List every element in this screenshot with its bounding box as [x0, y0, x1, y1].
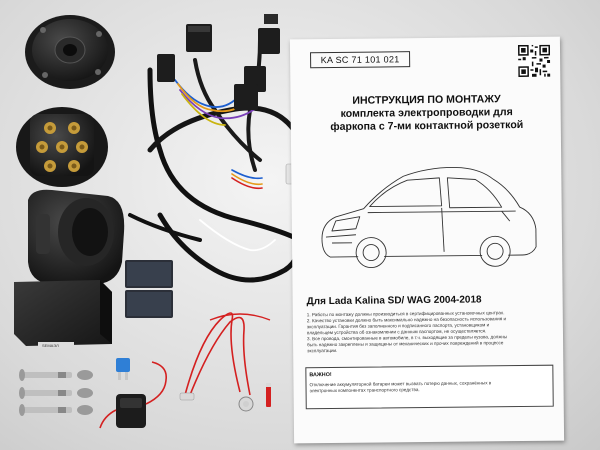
bolt-icon [19, 369, 93, 416]
product-code: KA SC 71 101 021 [310, 51, 410, 68]
installation-rules [307, 310, 553, 355]
warning-text [309, 380, 549, 395]
qr-code-icon [518, 45, 550, 77]
warning-title: ВАЖНО! [309, 372, 332, 379]
car-outline-icon [311, 155, 544, 277]
fuse-icon [116, 358, 130, 380]
rule-line: эксплуатации. Гарантия без заполненного и подписанного паспорта, установщиком и [306, 322, 490, 330]
rule-line: быть надежно закреплены и защищены от механических и прочих повреждений в процессе [307, 340, 504, 348]
rule-line: владельцем устройства об ознакомлении с данным паспортом, не осуществляется. [306, 328, 487, 336]
title-line: фаркопа с 7-ми контактной розеткой [330, 118, 524, 134]
manual-title [306, 93, 546, 135]
svg-text:SEMAЭЛ: SEMAЭЛ [42, 343, 59, 348]
warning-line: Отключение аккумуляторной батареи может вызвать потерю данных, сохранённых в [309, 380, 492, 388]
socket-housing-icon [28, 190, 124, 284]
vehicle-model: Для Lada Kalina SD/ WAG 2004-2018 [306, 294, 482, 308]
warning-box [305, 365, 553, 410]
velcro-pad-icon [125, 260, 173, 318]
harness-connectors [157, 14, 308, 184]
control-module-icon [14, 280, 112, 348]
rule-line: 1. Работы по монтажу должны производиться в сертифицированных установочных центрах. [306, 310, 505, 318]
title-line: ИНСТРУКЦИЯ ПО МОНТАЖУ [352, 93, 501, 107]
red-wire-icon [180, 313, 271, 411]
fuse-holder-icon [100, 362, 166, 428]
rule-line: 3. Все провода, смонтированные в автомобиле, в т.ч. выходящие за пределы кузова, должны [307, 334, 508, 342]
instruction-manual [290, 37, 564, 444]
rule-line: 2. Качество установки должно быть максимально надежно на безопасность использования и [306, 316, 507, 324]
title-line: комплекта электропроводки для [340, 106, 513, 120]
warning-line: электронных компонентах транспортного средства. [309, 387, 420, 394]
socket-pins-icon [16, 107, 108, 187]
rule-line: эксплуатации. [307, 347, 338, 354]
socket-cover-icon [25, 15, 115, 89]
wiring-harness-icon [130, 40, 305, 280]
